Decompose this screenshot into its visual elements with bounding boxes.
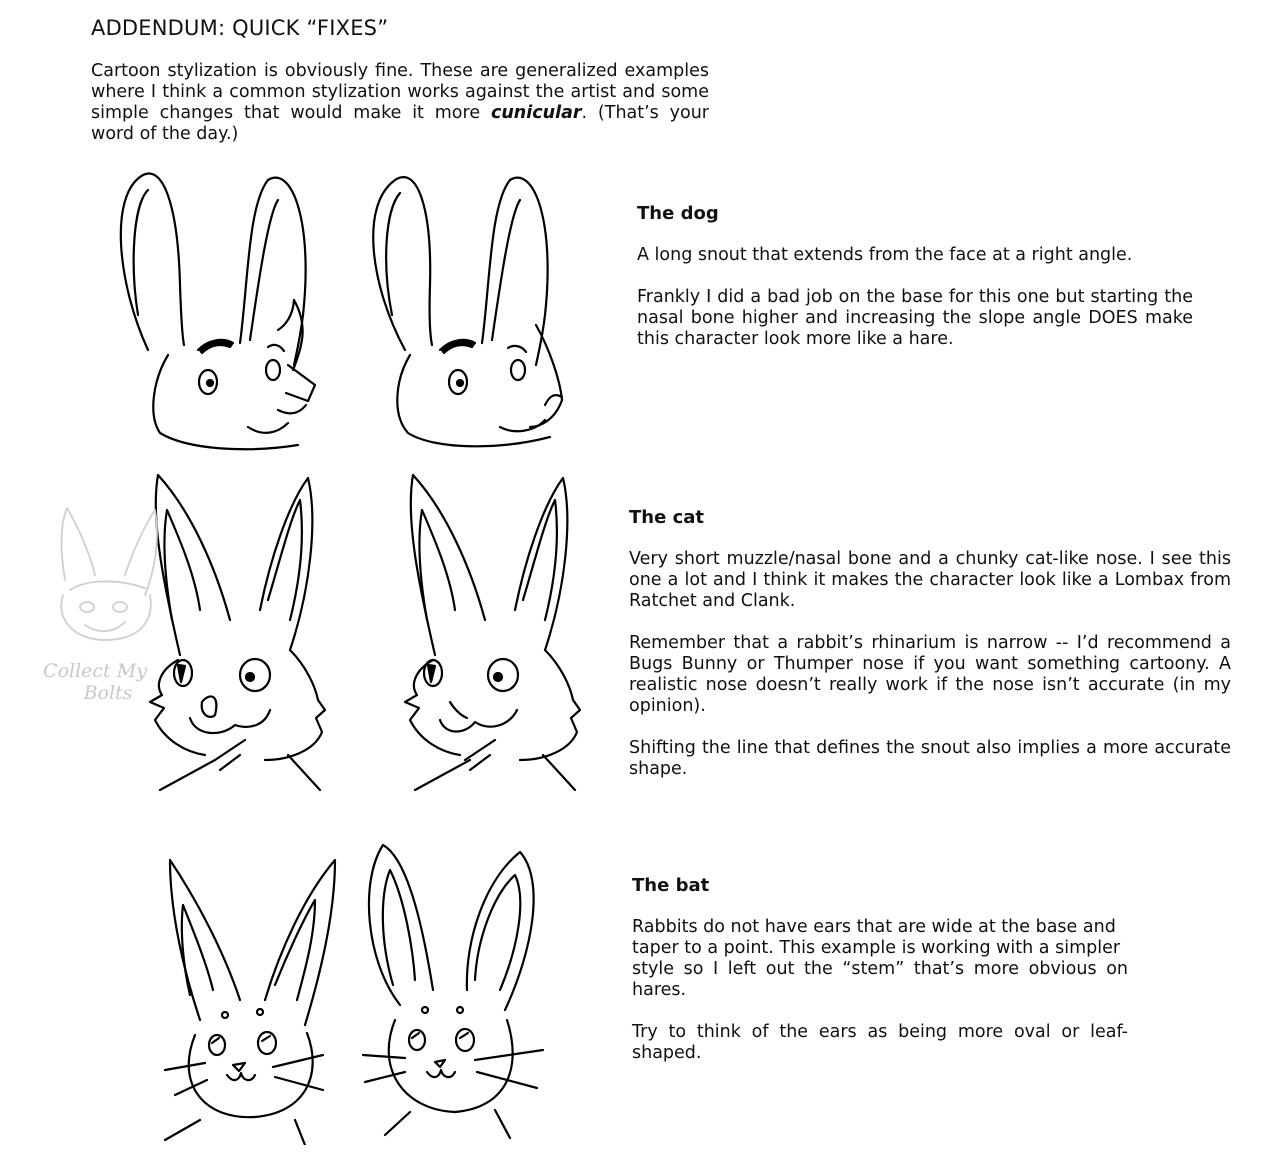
intro-text: Cartoon stylization is obviously fine. These are generalized examples where I think a common stylization works against the artist and some simple changes that would make it more	[91, 61, 709, 123]
watermark-text	[40, 660, 150, 704]
intro-paragraph	[91, 61, 709, 145]
section-paragraph: A long snout that extends from the face at a right angle.	[637, 245, 1133, 265]
section-heading: The cat	[629, 507, 704, 528]
section-paragraph: Try to think of the ears as being more oval or leaf-shaped.	[632, 1022, 1128, 1063]
section-paragraph: Remember that a rabbit’s rhinarium is narrow -- I’d recommend a Bugs Bunny or Thumper nose if you want something cartoony. A realistic nose doesn’t really work if the nose isn’t accurate (in my opinion).	[629, 633, 1231, 716]
page-title: ADDENDUM: QUICK “FIXES”	[91, 16, 389, 40]
cat-rabbit-before-drawing	[140, 470, 340, 800]
bat-rabbit-before-drawing	[155, 855, 355, 1145]
bat-rabbit-after-drawing	[355, 840, 555, 1140]
section-paragraph: Shifting the line that defines the snout also implies a more accurate shape.	[629, 738, 1231, 779]
section-bat	[632, 875, 1128, 1085]
section-paragraph: style so I left out the “stem” that’s more obvious on hares.	[632, 959, 1128, 1000]
section-heading: The bat	[632, 875, 710, 896]
watermark-line: Collect My	[43, 660, 147, 682]
section-heading: The dog	[637, 203, 719, 224]
section-paragraph: Very short muzzle/nasal bone and a chunky cat-like nose. I see this one a lot and I think it makes the character look like a Lombax from Ratchet and Clank.	[629, 549, 1231, 611]
watermark-logo	[45, 500, 165, 650]
watermark-line: Bolts	[83, 682, 133, 704]
dog-rabbit-before-drawing	[108, 165, 328, 455]
section-cat	[629, 507, 1231, 801]
dog-rabbit-after-drawing	[350, 165, 580, 455]
cat-rabbit-after-drawing	[395, 470, 595, 800]
word-of-the-day: cunicular	[490, 103, 582, 123]
section-paragraph: Frankly I did a bad job on the base for this one but starting the nasal bone higher and increasing the slope angle DOES make this character look more like a hare.	[637, 287, 1193, 349]
intro-text-end: . (That’s your word of the day.)	[91, 103, 709, 144]
section-paragraph: Rabbits do not have ears that are wide at the base and taper to a point. This example is working with a simpler	[632, 917, 1121, 958]
section-dog	[637, 203, 1193, 371]
